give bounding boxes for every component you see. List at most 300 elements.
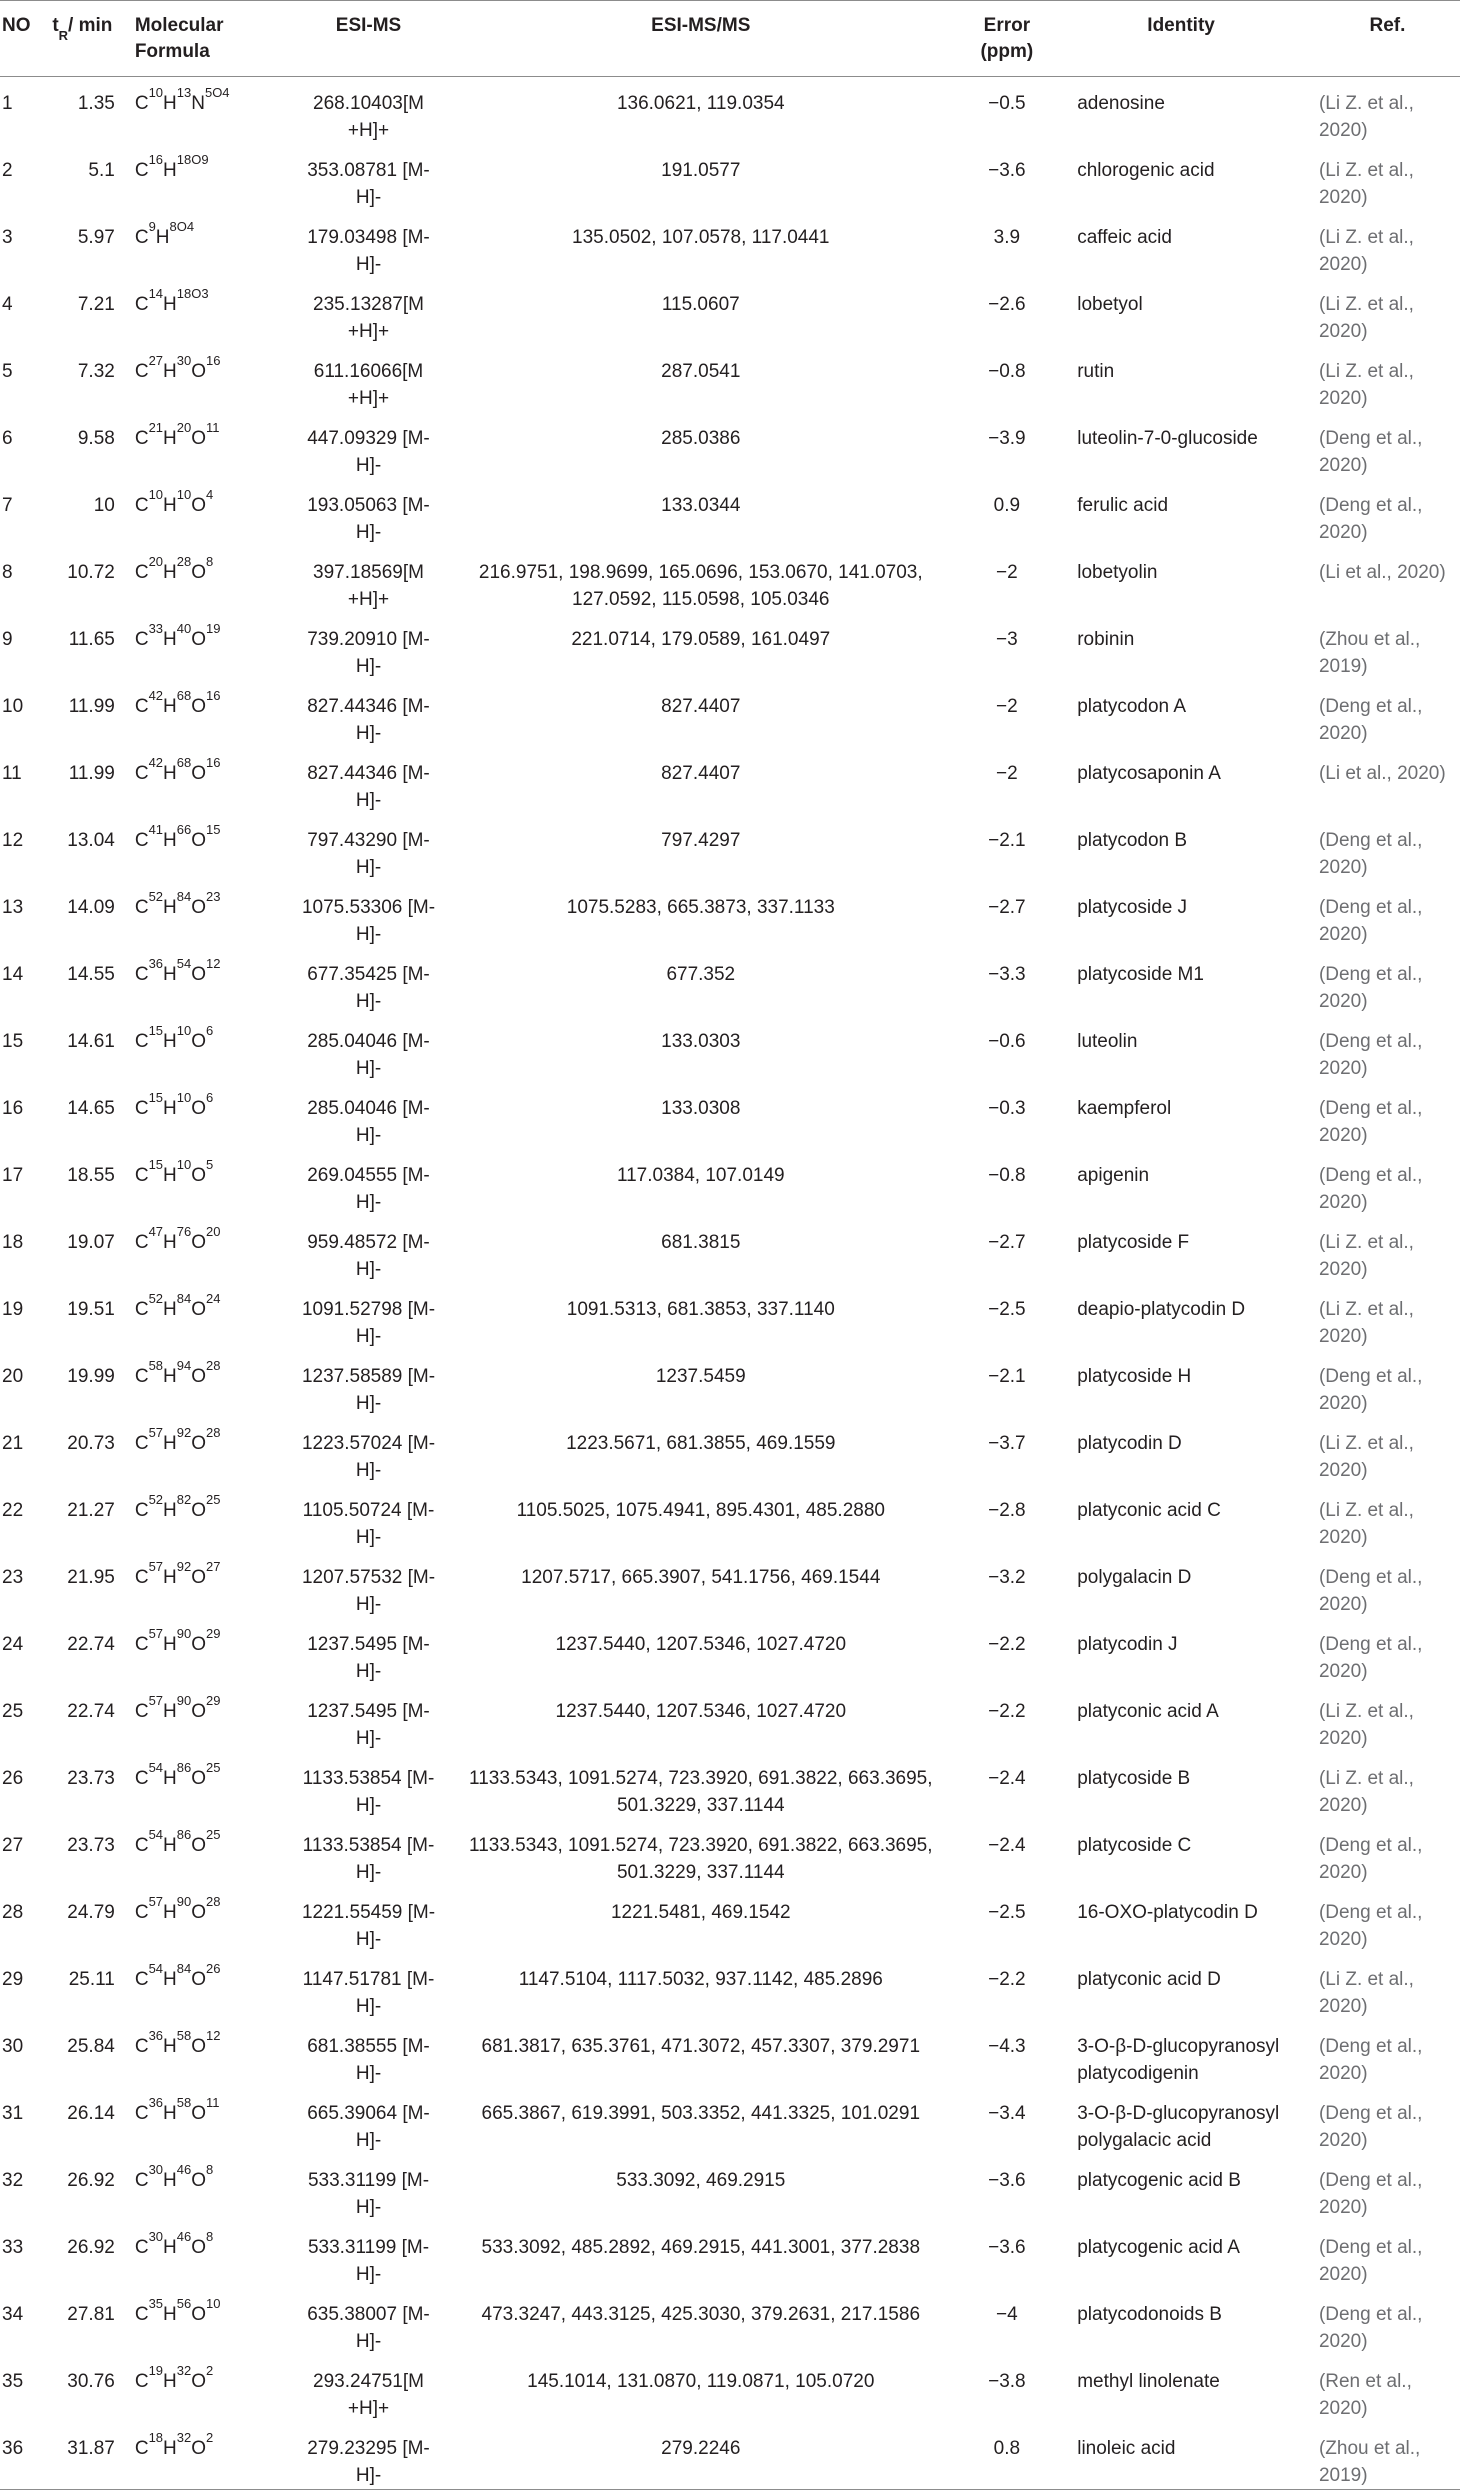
cell-formula [123, 2355, 292, 2422]
cell-no: 33 [2, 2237, 24, 2258]
formula-element: O [191, 1768, 207, 1789]
formula-count: 35 [148, 2296, 164, 2311]
cell-esi-ms-ms: 135.0502, 107.0578, 117.0441 [572, 227, 830, 248]
cell-ref: (Deng et al., 2020) [1318, 2237, 1423, 2285]
cell-esi-ms: 739.20910 [M-H]- [307, 629, 430, 677]
cell-identity: rutin [1077, 361, 1115, 382]
formula-count: 58 [176, 2028, 192, 2043]
formula-element: C [134, 495, 149, 516]
cell-retention-time: 11.65 [68, 629, 115, 650]
cell-formula [123, 2087, 292, 2154]
table-row [0, 1484, 1460, 1551]
formula-element: H [163, 1902, 177, 1923]
cell-ref: (Deng et al., 2020) [1318, 1835, 1423, 1883]
cell-esi-ms: 827.44346 [M-H]- [307, 696, 430, 744]
formula-element: O [191, 1031, 207, 1052]
cell-no: 31 [2, 2103, 24, 2124]
cell-identity: methyl linolenate [1077, 2371, 1220, 2392]
cell-error: −2.1 [988, 1366, 1026, 1387]
cell-error: −3 [996, 629, 1018, 650]
cell-error: −2.6 [988, 294, 1026, 315]
table-row [0, 211, 1460, 278]
formula-element: C [134, 1902, 149, 1923]
cell-ref: (Deng et al., 2020) [1318, 830, 1423, 878]
table-row [0, 1216, 1460, 1283]
cell-retention-time: 21.27 [67, 1500, 115, 1521]
formula-element: O [191, 897, 207, 918]
cell-error: −3.6 [988, 2237, 1026, 2258]
cell-formula [123, 680, 292, 747]
cell-error: −3.6 [988, 2170, 1026, 2191]
cell-identity: luteolin-7-0-glucoside [1077, 428, 1258, 449]
cell-ref: (Li Z. et al., 2020) [1318, 361, 1414, 409]
cell-esi-ms-ms: 1237.5459 [655, 1366, 746, 1387]
formula-count: 52 [148, 1291, 164, 1306]
cell-identity: kaempferol [1077, 1098, 1172, 1119]
cell-formula [123, 479, 292, 546]
cell-error: −0.5 [988, 93, 1026, 114]
formula-count: 10 [176, 1023, 192, 1038]
cell-no: 8 [2, 562, 13, 583]
table-row [0, 747, 1460, 814]
cell-no: 10 [2, 696, 24, 717]
cell-esi-ms: 1207.57532 [M-H]- [301, 1567, 436, 1615]
formula-count: 90 [176, 1894, 192, 1909]
cell-formula [123, 1618, 292, 1685]
formula-count: 57 [148, 1425, 164, 1440]
cell-identity: platycogenic acid B [1077, 2170, 1241, 2191]
cell-no: 2 [2, 160, 13, 181]
cell-ref: (Li Z. et al., 2020) [1318, 1500, 1414, 1548]
cell-retention-time: 22.74 [67, 1634, 115, 1655]
formula-element: O [191, 495, 207, 516]
cell-identity: chlorogenic acid [1077, 160, 1215, 181]
formula-count: 86 [176, 1760, 192, 1775]
cell-error: −2.4 [988, 1768, 1026, 1789]
cell-no: 29 [2, 1969, 24, 1990]
cell-error: 3.9 [993, 227, 1021, 248]
formula-count: 10 [148, 85, 164, 100]
formula-element: H [163, 1701, 177, 1722]
cell-error: −3.4 [988, 2103, 1026, 2124]
cell-esi-ms-ms: 133.0303 [661, 1031, 741, 1052]
cell-identity: platyconic acid D [1077, 1969, 1221, 1990]
cell-identity: platycoside F [1077, 1232, 1190, 1253]
cell-retention-time: 27.81 [67, 2304, 115, 2325]
formula-count: 68 [176, 688, 192, 703]
formula-element: H [163, 1567, 177, 1588]
cell-esi-ms: 611.16066[M +H]+ [313, 361, 424, 409]
formula-element: C [134, 964, 149, 985]
cell-error: −0.6 [988, 1031, 1026, 1052]
cell-retention-time: 7.32 [77, 361, 115, 382]
cell-formula [123, 345, 292, 412]
formula-count: 46 [176, 2229, 192, 2244]
cell-retention-time: 14.65 [67, 1098, 115, 1119]
cell-error: −3.6 [988, 160, 1026, 181]
cell-no: 20 [2, 1366, 24, 1387]
cell-formula [123, 2154, 292, 2221]
formula-count: 10 [206, 2296, 221, 2311]
formula-element: O [191, 830, 207, 851]
formula-count: 16 [206, 755, 221, 770]
formula-count: 20 [176, 420, 192, 435]
cell-esi-ms: 1075.53306 [M-H]- [301, 897, 436, 945]
cell-formula [123, 613, 292, 680]
formula-element: C [134, 93, 149, 114]
formula-element: O [191, 1232, 207, 1253]
formula-element: C [134, 696, 149, 717]
cell-ref: (Deng et al., 2020) [1318, 1634, 1423, 1682]
formula-element: O [191, 562, 207, 583]
cell-identity: ferulic acid [1077, 495, 1169, 516]
table-row [0, 1886, 1460, 1953]
formula-count: 30 [148, 2229, 164, 2244]
formula-count: 8 [206, 2162, 214, 2177]
cell-retention-time: 19.07 [67, 1232, 115, 1253]
cell-esi-ms-ms: 145.1014, 131.0870, 119.0871, 105.0720 [527, 2371, 875, 2392]
formula-count: 15 [148, 1023, 164, 1038]
table-row [0, 77, 1460, 145]
table-row [0, 1618, 1460, 1685]
formula-count: 8 [206, 554, 214, 569]
formula-count: 52 [148, 889, 164, 904]
formula-count: 32 [176, 2430, 192, 2445]
formula-count: 29 [206, 1626, 221, 1641]
formula-count: 27 [148, 353, 164, 368]
cell-error: −0.8 [988, 1165, 1026, 1186]
cell-retention-time: 7.21 [77, 294, 115, 315]
formula-count: 5 [206, 1157, 214, 1172]
cell-error: −3.3 [988, 964, 1026, 985]
cell-esi-ms: 677.35425 [M-H]- [307, 964, 430, 1012]
table-row [0, 546, 1460, 613]
formula-count: 2 [206, 2363, 214, 2378]
cell-esi-ms: 1223.57024 [M-H]- [301, 1433, 436, 1481]
formula-element: C [134, 1433, 149, 1454]
formula-count: 9 [148, 219, 156, 234]
cell-esi-ms: 665.39064 [M-H]- [307, 2103, 430, 2151]
cell-identity: platycodin J [1077, 1634, 1178, 1655]
formula-element: C [134, 1165, 149, 1186]
table-row [0, 1417, 1460, 1484]
cell-esi-ms-ms: 1207.5717, 665.3907, 541.1756, 469.1544 [521, 1567, 881, 1588]
cell-formula [123, 144, 292, 211]
formula-count: 57 [148, 1693, 164, 1708]
formula-element: H [163, 361, 177, 382]
cell-identity: platycoside C [1077, 1835, 1192, 1856]
formula-count: 6 [206, 1023, 214, 1038]
cell-no: 36 [0, 2422, 46, 2490]
cell-formula [123, 211, 292, 278]
formula-element: C [134, 2371, 149, 2392]
cell-retention-time: 14.55 [67, 964, 115, 985]
formula-count: 58 [148, 1358, 164, 1373]
cell-identity: luteolin [1077, 1031, 1138, 1052]
cell-formula [123, 1015, 292, 1082]
formula-count: 36 [148, 956, 164, 971]
formula-count: 20 [148, 554, 164, 569]
formula-element: C [134, 2103, 149, 2124]
formula-count: 36 [148, 2095, 164, 2110]
cell-retention-time: 26.14 [67, 2103, 115, 2124]
cell-no: 17 [2, 1165, 24, 1186]
cell-ref: (Deng et al., 2020) [1318, 1031, 1423, 1079]
cell-ref: (Deng et al., 2020) [1318, 696, 1423, 744]
cell-ref: (Li et al., 2020) [1318, 562, 1446, 583]
cell-identity: adenosine [1077, 93, 1165, 114]
cell-identity: lobetyolin [1077, 562, 1158, 583]
cell-formula [123, 1149, 292, 1216]
formula-element: C [134, 428, 149, 449]
cell-esi-ms-ms: 133.0344 [661, 495, 741, 516]
cell-retention-time: 22.74 [67, 1701, 115, 1722]
header-esi-ms: ESI-MS [292, 1, 445, 77]
cell-retention-time: 5.1 [88, 160, 115, 181]
cell-formula [123, 1283, 292, 1350]
formula-count: 15 [148, 1157, 164, 1172]
formula-count: 18 [148, 2430, 164, 2445]
cell-esi-ms-ms: 677.352 [666, 964, 736, 985]
formula-count: 92 [176, 1559, 192, 1574]
cell-esi-ms: 1237.5495 [M-H]- [307, 1634, 430, 1682]
formula-element: H [163, 1500, 177, 1521]
cell-ref: (Li Z. et al., 2020) [1318, 1969, 1414, 2017]
formula-count: 14 [148, 286, 164, 301]
cell-no: 12 [2, 830, 24, 851]
cell-error: 0.9 [993, 495, 1021, 516]
formula-element: C [134, 2304, 149, 2325]
formula-element: H [163, 2237, 177, 2258]
formula-count: 57 [148, 1894, 164, 1909]
formula-element: O [191, 2438, 207, 2459]
cell-formula [123, 1350, 292, 1417]
cell-no: 28 [2, 1902, 24, 1923]
formula-element: O [191, 763, 207, 784]
formula-element: H [163, 294, 177, 315]
formula-element: O [191, 1902, 207, 1923]
cell-retention-time: 19.51 [67, 1299, 115, 1320]
cell-retention-time: 11.99 [68, 763, 115, 784]
formula-count: 20 [206, 1224, 221, 1239]
cell-identity: platycoside M1 [1077, 964, 1204, 985]
formula-element: C [134, 2438, 149, 2459]
table-row [0, 2087, 1460, 2154]
formula-count: 90 [176, 1626, 192, 1641]
cell-retention-time: 26.92 [67, 2170, 115, 2191]
cell-esi-ms-ms: 1147.5104, 1117.5032, 937.1142, 485.2896 [518, 1969, 883, 1990]
formula-count: 40 [176, 621, 192, 636]
cell-identity: platycoside H [1077, 1366, 1192, 1387]
cell-retention-time: 25.11 [68, 1969, 115, 1990]
cell-esi-ms: 269.04555 [M-H]- [307, 1165, 430, 1213]
cell-esi-ms-ms: 115.0607 [661, 294, 740, 315]
cell-formula [123, 1551, 292, 1618]
formula-element: H [163, 562, 177, 583]
formula-count: 19 [206, 621, 221, 636]
cell-esi-ms: 1237.58589 [M-H]- [301, 1366, 436, 1414]
cell-retention-time: 1.35 [77, 93, 115, 114]
cell-esi-ms: 827.44346 [M-H]- [307, 763, 430, 811]
cell-identity: lobetyol [1077, 294, 1143, 315]
formula-element: H [163, 2103, 177, 2124]
formula-element: H [163, 964, 177, 985]
cell-error: −2.2 [988, 1969, 1026, 1990]
cell-esi-ms: 397.18569[M +H]+ [313, 562, 424, 610]
cell-ref: (Li Z. et al., 2020) [1318, 227, 1414, 275]
table-row [0, 479, 1460, 546]
cell-esi-ms-ms: 665.3867, 619.3991, 503.3352, 441.3325, 101.0291 [481, 2103, 921, 2124]
cell-esi-ms: 179.03498 [M-H]- [307, 227, 430, 275]
formula-count: 24 [206, 1291, 221, 1306]
cell-ref: (Deng et al., 2020) [1318, 1567, 1423, 1615]
formula-count: 11 [206, 2095, 220, 2110]
formula-element: C [134, 1835, 149, 1856]
formula-count: 16 [206, 353, 221, 368]
cell-no: 35 [2, 2371, 24, 2392]
cell-identity: polygalacin D [1077, 1567, 1192, 1588]
cell-formula [123, 278, 292, 345]
cell-formula [123, 2422, 292, 2490]
formula-count: 11 [206, 420, 220, 435]
cell-formula [123, 412, 292, 479]
cell-identity: platycodon A [1077, 696, 1187, 717]
cell-error: −4.3 [988, 2036, 1026, 2057]
cell-formula [123, 814, 292, 881]
formula-count: 28 [176, 554, 192, 569]
cell-formula [123, 1216, 292, 1283]
cell-esi-ms-ms: 681.3815 [661, 1232, 741, 1253]
formula-count: 86 [176, 1827, 192, 1842]
cell-retention-time: 18.55 [67, 1165, 115, 1186]
cell-no: 9 [2, 629, 13, 650]
formula-element: H [163, 160, 177, 181]
formula-count: 28 [206, 1425, 221, 1440]
cell-error: −2.4 [988, 1835, 1026, 1856]
cell-error: −2.2 [988, 1634, 1026, 1655]
cell-retention-time: 10 [93, 495, 115, 516]
cell-error: −0.8 [988, 361, 1026, 382]
cell-esi-ms: 193.05063 [M-H]- [307, 495, 430, 543]
formula-count: 46 [176, 2162, 192, 2177]
table-row [0, 1752, 1460, 1819]
formula-element: C [134, 294, 149, 315]
cell-no: 14 [2, 964, 24, 985]
cell-retention-time: 13.04 [67, 830, 115, 851]
cell-ref: (Deng et al., 2020) [1318, 428, 1423, 476]
cell-error: −3.2 [988, 1567, 1026, 1588]
formula-count: 42 [148, 688, 164, 703]
cell-identity: caffeic acid [1077, 227, 1172, 248]
formula-count: 25 [206, 1492, 221, 1507]
table-row [0, 412, 1460, 479]
cell-ref: (Deng et al., 2020) [1318, 964, 1423, 1012]
formula-element: C [134, 1232, 149, 1253]
cell-esi-ms: 1105.50724 [M-H]- [302, 1500, 435, 1548]
table-row [0, 1819, 1460, 1886]
formula-count: 82 [176, 1492, 192, 1507]
cell-esi-ms: 1091.52798 [M-H]- [301, 1299, 436, 1347]
cell-error: −2.2 [988, 1701, 1026, 1722]
table-row [0, 613, 1460, 680]
cell-no: 23 [2, 1567, 24, 1588]
formula-count: 2 [206, 2430, 214, 2445]
formula-element: H [163, 495, 177, 516]
formula-element: O [191, 696, 207, 717]
cell-no: 32 [2, 2170, 24, 2191]
formula-element: C [134, 629, 149, 650]
formula-element: O [191, 2036, 207, 2057]
formula-count: 84 [176, 889, 192, 904]
cell-esi-ms-ms: 117.0384, 107.0149 [616, 1165, 785, 1186]
cell-formula [123, 77, 292, 145]
formula-count: 84 [176, 1961, 192, 1976]
cell-identity: platycodin D [1077, 1433, 1182, 1454]
cell-formula [123, 1082, 292, 1149]
formula-element: H [163, 1366, 177, 1387]
table-row [0, 948, 1460, 1015]
formula-element: O [191, 2371, 207, 2392]
cell-esi-ms: 681.38555 [M-H]- [307, 2036, 430, 2084]
formula-element: O [191, 964, 207, 985]
cell-esi-ms: 293.24751[M +H]+ [313, 2371, 424, 2419]
table-row [0, 881, 1460, 948]
table-row [0, 2422, 1460, 2490]
header-tr-base: t [52, 15, 59, 36]
cell-esi-ms: 279.23295 [M-H]- [292, 2422, 445, 2490]
cell-no: 26 [2, 1768, 24, 1789]
table-row [0, 1350, 1460, 1417]
cell-no: 3 [2, 227, 13, 248]
formula-count: 30 [176, 353, 192, 368]
formula-count: 66 [176, 822, 192, 837]
formula-count: 4 [206, 487, 214, 502]
header-esi-ms-ms: ESI-MS/MS [445, 1, 957, 77]
table-row [0, 1685, 1460, 1752]
cell-error: −2.5 [988, 1299, 1026, 1320]
formula-element: H [163, 1299, 177, 1320]
cell-esi-ms: 533.31199 [M-H]- [307, 2237, 430, 2285]
table-row [0, 1953, 1460, 2020]
formula-element: H [163, 897, 177, 918]
header-identity: Identity [1057, 1, 1309, 77]
cell-esi-ms: 797.43290 [M-H]- [307, 830, 430, 878]
table-row [0, 2154, 1460, 2221]
cell-formula [123, 1685, 292, 1752]
formula-count: 57 [148, 1559, 164, 1574]
cell-error: −3.7 [988, 1433, 1026, 1454]
formula-element: H [163, 763, 177, 784]
formula-count: 41 [148, 822, 164, 837]
cell-ref: (Li Z. et al., 2020) [1318, 1232, 1414, 1280]
formula-count: 13 [176, 85, 192, 100]
formula-element: O [191, 1500, 207, 1521]
cell-esi-ms-ms: 533.3092, 469.2915 [616, 2170, 786, 2191]
cell-identity: 3-O-β-D-glucopyranosyl platycodigenin [1077, 2036, 1280, 2084]
cell-identity: 16-OXO-platycodin D [1077, 1902, 1258, 1923]
cell-no: 15 [2, 1031, 24, 1052]
cell-ref: (Li Z. et al., 2020) [1318, 1701, 1414, 1749]
formula-element: C [134, 1031, 149, 1052]
cell-ref: (Deng et al., 2020) [1318, 2103, 1423, 2151]
cell-identity: robinin [1077, 629, 1135, 650]
cell-esi-ms-ms: 797.4297 [661, 830, 741, 851]
cell-ref: (Li et al., 2020) [1318, 763, 1446, 784]
cell-retention-time: 21.95 [67, 1567, 115, 1588]
cell-identity: platycosaponin A [1077, 763, 1221, 784]
cell-formula [123, 1886, 292, 1953]
cell-retention-time: 23.73 [67, 1768, 115, 1789]
